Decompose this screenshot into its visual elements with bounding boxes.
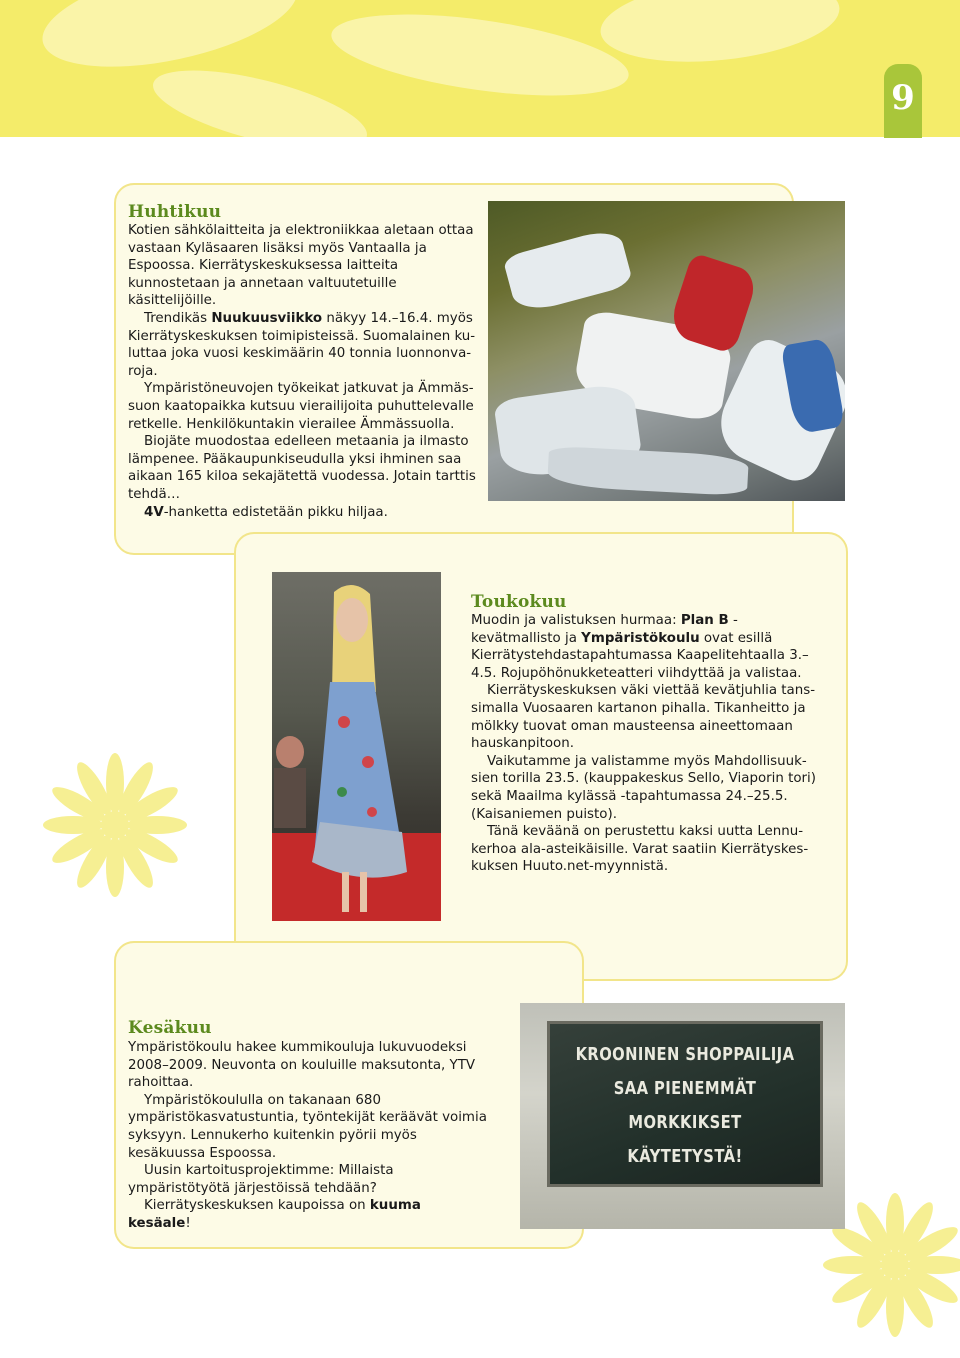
page-number: 9 <box>891 78 915 118</box>
june-paragraph-2: Ympäristökoululla on takanaan 680 ympäristökasvatustuntia, työntekijät keräävät voimia syksyyn. Lennukerho kuitenkin pyörii myös kesäkuussa Espoossa. <box>128 1092 487 1161</box>
waste-pile-photo <box>488 201 845 501</box>
may-heading: Toukokuu <box>471 592 567 612</box>
april-paragraph-2: Trendikäs Nuukuusviikko näkyy 14.–16.4. myös Kierrätyskeskuksen toimipisteissä. Suomalainen kuluttaa joka vuosi keskimäärin 40 tonnia luonnonvaroja. <box>128 310 476 379</box>
june-heading: Kesäkuu <box>128 1018 212 1038</box>
april-text <box>128 222 478 521</box>
header-band <box>0 0 960 137</box>
april-paragraph-5: 4V-hanketta edistetään pikku hiljaa. <box>144 504 388 520</box>
may-paragraph-3: Vaikutamme ja valistamme myös Mahdollisuuksien torilla 23.5. (kauppakeskus Sello, Viaporin tori) sekä Maailma kylässä -tapahtumassa 24.–25.5. (Kaisaniemen puisto). <box>471 753 817 822</box>
sign-board <box>547 1021 823 1187</box>
june-paragraph-1: Ympäristökoulu hakee kummikouluja lukuvuodeksi 2008–2009. Neuvonta on kouluille maksutonta, YTV rahoittaa. <box>128 1040 476 1091</box>
flower-left-icon <box>40 750 190 900</box>
may-text <box>471 612 816 876</box>
may-paragraph-2: Kierrätyskeskuksen väki viettää kevätjuhlia tanssimalla Vuosaaren kartanon pihalla. Tikanheitto ja mölkky tuovat oman mausteensa aineettomaan hauskanpitoon. <box>471 683 816 752</box>
june-text <box>128 1039 488 1233</box>
sign-line-3: MORKKIKSET <box>628 1112 742 1133</box>
april-heading: Huhtikuu <box>128 202 222 222</box>
sign-line-4: KÄYTETYSTÄ! <box>627 1146 743 1167</box>
april-paragraph-4: Biojäte muodostaa edelleen metaania ja ilmasto lämpenee. Pääkaupunkiseudulla yksi ihminen saa aikaan 165 kiloa sekajätettä vuodessa. Jotain tarttis tehdä… <box>128 434 476 502</box>
june-paragraph-4: Kierrätyskeskuksen kaupoissa on kuuma kesäale! <box>128 1198 421 1231</box>
sign-photo <box>520 1003 845 1229</box>
sign-line-1: KROONINEN SHOPPAILIJA <box>575 1044 795 1065</box>
june-paragraph-3: Uusin kartoitusprojektimme: Millaista ympäristötyötä järjestöissä tehdään? <box>128 1163 394 1196</box>
may-paragraph-1: Muodin ja valistuksen hurmaa: Plan B -kevätmallisto ja Ympäristökoulu ovat esillä Kierrätystehdastapahtumassa Kaapelitehtaalla 3.–4.5. Rojupöhönukketeatteri viihdyttää ja valistaa. <box>471 613 809 681</box>
fashion-show-photo <box>272 572 441 921</box>
april-paragraph-1: Kotien sähkölaitteita ja elektroniikkaa aletaan ottaa vastaan Kyläsaaren lisäksi myös Vantaalla ja Espoossa. Kierrätyskeskuksessa laitteita kunnostetaan ja annetaan valtuutetuille käsittelijöille. <box>128 223 474 309</box>
may-paragraph-4: Tänä keväänä on perustettu kaksi uutta Lennukerhoa ala-asteikäisille. Varat saatiin Kierrätyskeskuksen Huuto.net-myynnistä. <box>471 824 809 875</box>
sign-line-2: SAA PIENEMMÄT <box>613 1078 757 1099</box>
april-paragraph-3: Ympäristöneuvojen työkeikat jatkuvat ja Ämmässuon kaatopaikka kutsuu vierailijoita puhuttelevalle retkelle. Henkilökuntakin vierailee Ämmässuolla. <box>128 381 474 432</box>
